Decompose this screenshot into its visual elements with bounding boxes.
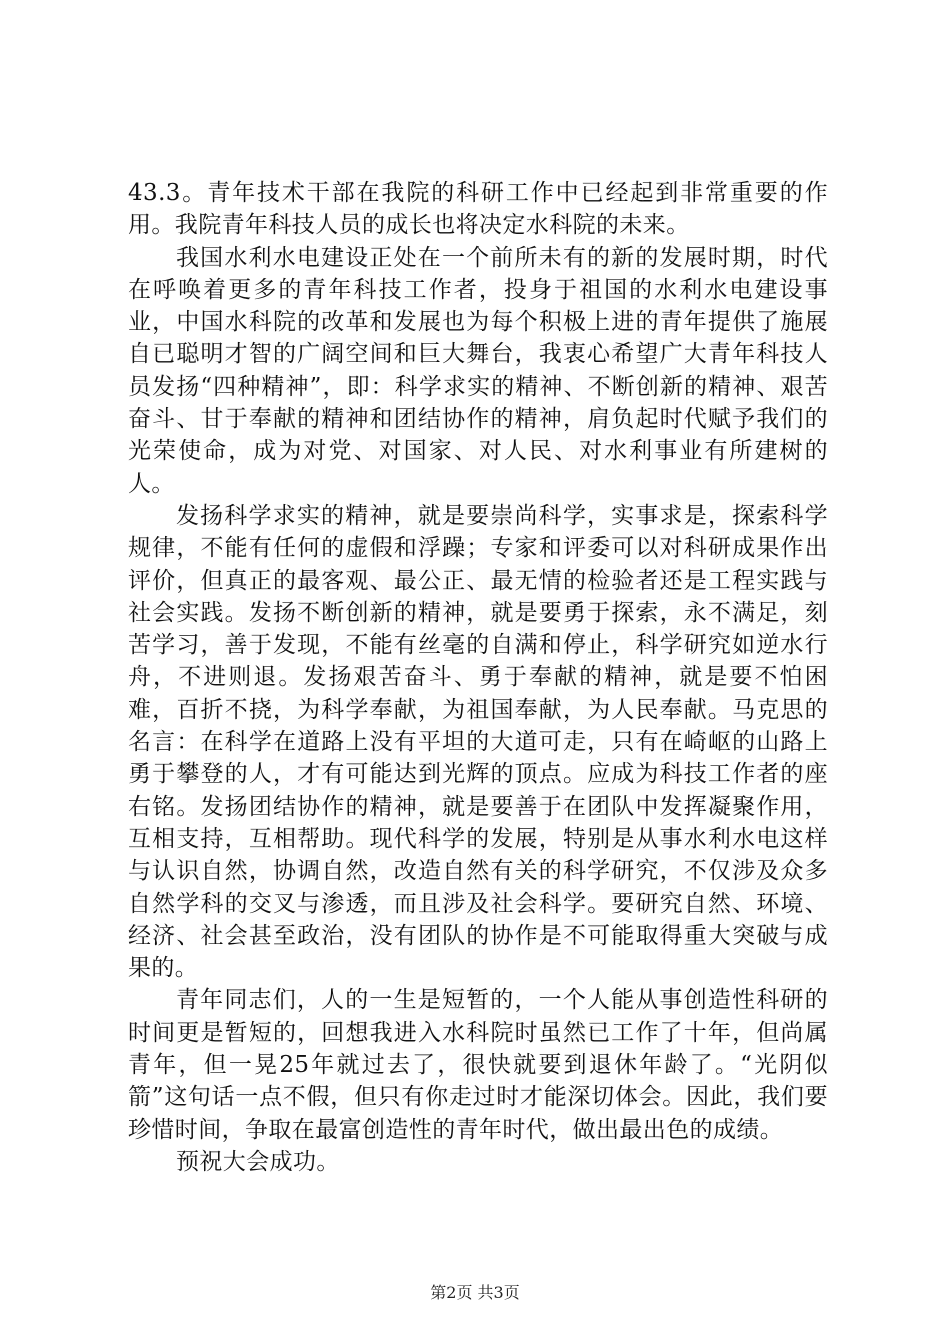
- document-body: [128, 177, 828, 1178]
- page-number-footer: 第2页 共3页: [430, 1283, 520, 1302]
- paragraph-5: 预祝大会成功。: [176, 1148, 340, 1175]
- paragraph-4: 青年同志们，人的一生是短暂的，一个人能从事创造性科研的时间更是暂短的，回想我进入水科院时虽然已工作了十年，但尚属青年，但一晃25年就过去了，很快就要到退休年龄了。“光阴似箭”这句话一点不假，但只有你走过时才能深切体会。因此，我们要珍惜时间，争取在最富创造性的青年时代，做出最出色的成绩。: [128, 987, 828, 1143]
- paragraph-1: 43.3。青年技术干部在我院的科研工作中已经起到非常重要的作用。我院青年科技人员的成长也将决定水科院的未来。: [128, 180, 828, 239]
- paragraph-3: 发扬科学求实的精神，就是要崇尚科学，实事求是，探索科学规律，不能有任何的虚假和浮躁；专家和评委可以对科研成果作出评价，但真正的最客观、最公正、最无情的检验者还是工程实践与社会实践。发扬不断创新的精神，就是要勇于探索，永不满足，刻苦学习，善于发现，不能有丝毫的自满和停止，科学研究如逆水行舟，不进则退。发扬艰苦奋斗、勇于奉献的精神，就是要不怕困难，百折不挠，为科学奉献，为祖国奉献，为人民奉献。马克思的名言：在科学在道路上没有平坦的大道可走，只有在崎岖的山路上勇于攀登的人，才有可能达到光辉的顶点。应成为科技工作者的座右铭。发扬团结协作的精神，就是要善于在团队中发挥凝聚作用，互相支持，互相帮助。现代科学的发展，特别是从事水利水电这样与认识自然，协调自然，改造自然有关的科学研究，不仅涉及众多自然学科的交叉与渗透，而且涉及社会科学。要研究自然、环境、经济、社会甚至政治，没有团队的协作是不可能取得重大突破与成果的。: [128, 502, 828, 982]
- paragraph-2: 我国水利水电建设正处在一个前所未有的新的发展时期，时代在呼唤着更多的青年科技工作者，投身于祖国的水利水电建设事业，中国水科院的改革和发展也为每个积极上进的青年提供了施展自已聪明才智的广阔空间和巨大舞台，我衷心希望广大青年科技人员发扬“四种精神”，即：科学求实的精神、不断创新的精神、艰苦奋斗、甘于奉献的精神和团结协作的精神，肩负起时代赋予我们的光荣使命，成为对党、对国家、对人民、对水利事业有所建树的人。: [128, 244, 828, 497]
